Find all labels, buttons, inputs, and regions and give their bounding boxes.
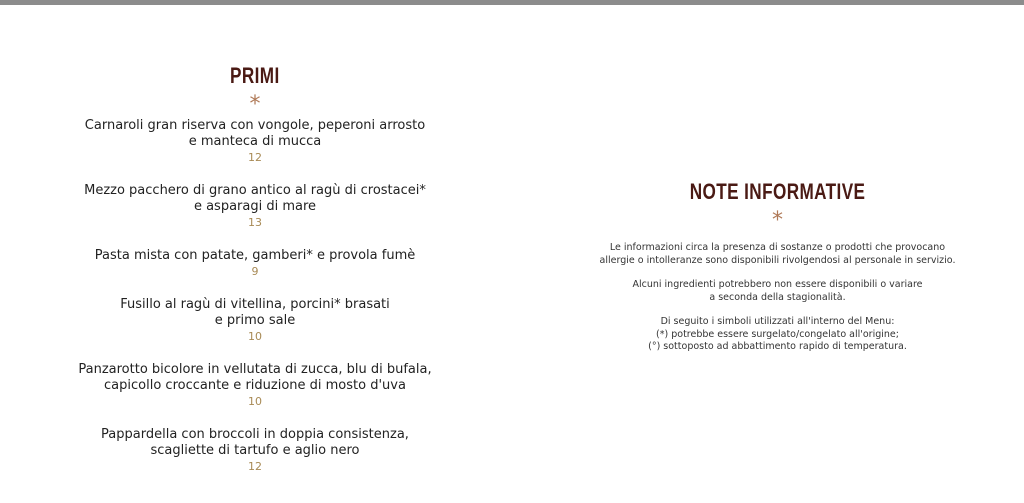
dish-price: 10 — [248, 330, 262, 343]
section-title-note: NOTE INFORMATIVE — [689, 179, 866, 204]
menu-item — [40, 248, 470, 279]
dish-price: 9 — [251, 265, 259, 278]
dish-name: Carnaroli gran riserva con vongole, peperoni arrosto e manteca di mucca — [84, 118, 426, 149]
primi-section — [40, 62, 470, 492]
top-border — [0, 0, 1024, 5]
menu-item — [40, 427, 470, 474]
note-paragraph: Le informazioni circa la presenza di sostanze o prodotti che provocano allergie o intolleranze sono disponibili rivolgendosi al personale in servizio. — [599, 242, 956, 266]
ornament-asterisk-icon: * — [249, 92, 261, 117]
menu-item — [40, 118, 470, 165]
dish-name: Fusillo al ragù di vitellina, porcini* brasati e primo sale — [120, 297, 390, 328]
note-paragraph: Alcuni ingredienti potrebbero non essere disponibili o variare a seconda della stagionalità. — [632, 279, 923, 303]
dish-name: Pasta mista con patate, gamberi* e provola fumè — [94, 248, 416, 263]
menu-item — [40, 183, 470, 230]
note-paragraph: Di seguito i simboli utilizzati all'interno del Menu: (*) potrebbe essere surgelato/congelato all'origine; (°) sottoposto ad abbattimento rapido di temperatura. — [648, 316, 907, 352]
menu-item — [40, 362, 470, 409]
dish-price: 13 — [248, 216, 262, 229]
notes-list — [555, 242, 1000, 354]
dish-price: 10 — [248, 395, 262, 408]
dish-price: 12 — [248, 460, 262, 473]
dish-price: 12 — [248, 151, 262, 164]
section-title-primi: PRIMI — [230, 63, 280, 88]
ornament-asterisk-icon: * — [772, 208, 783, 233]
dish-name: Mezzo pacchero di grano antico al ragù di crostacei* e asparagi di mare — [84, 183, 426, 214]
dish-list — [40, 118, 470, 474]
note-informative-section — [555, 178, 1000, 366]
menu-item — [40, 297, 470, 344]
dish-name: Panzarotto bicolore in vellutata di zucca, blu di bufala, capicollo croccante e riduzione di mosto d'uva — [78, 362, 432, 393]
dish-name: Pappardella con broccoli in doppia consistenza, scagliette di tartufo e aglio nero — [101, 427, 409, 458]
